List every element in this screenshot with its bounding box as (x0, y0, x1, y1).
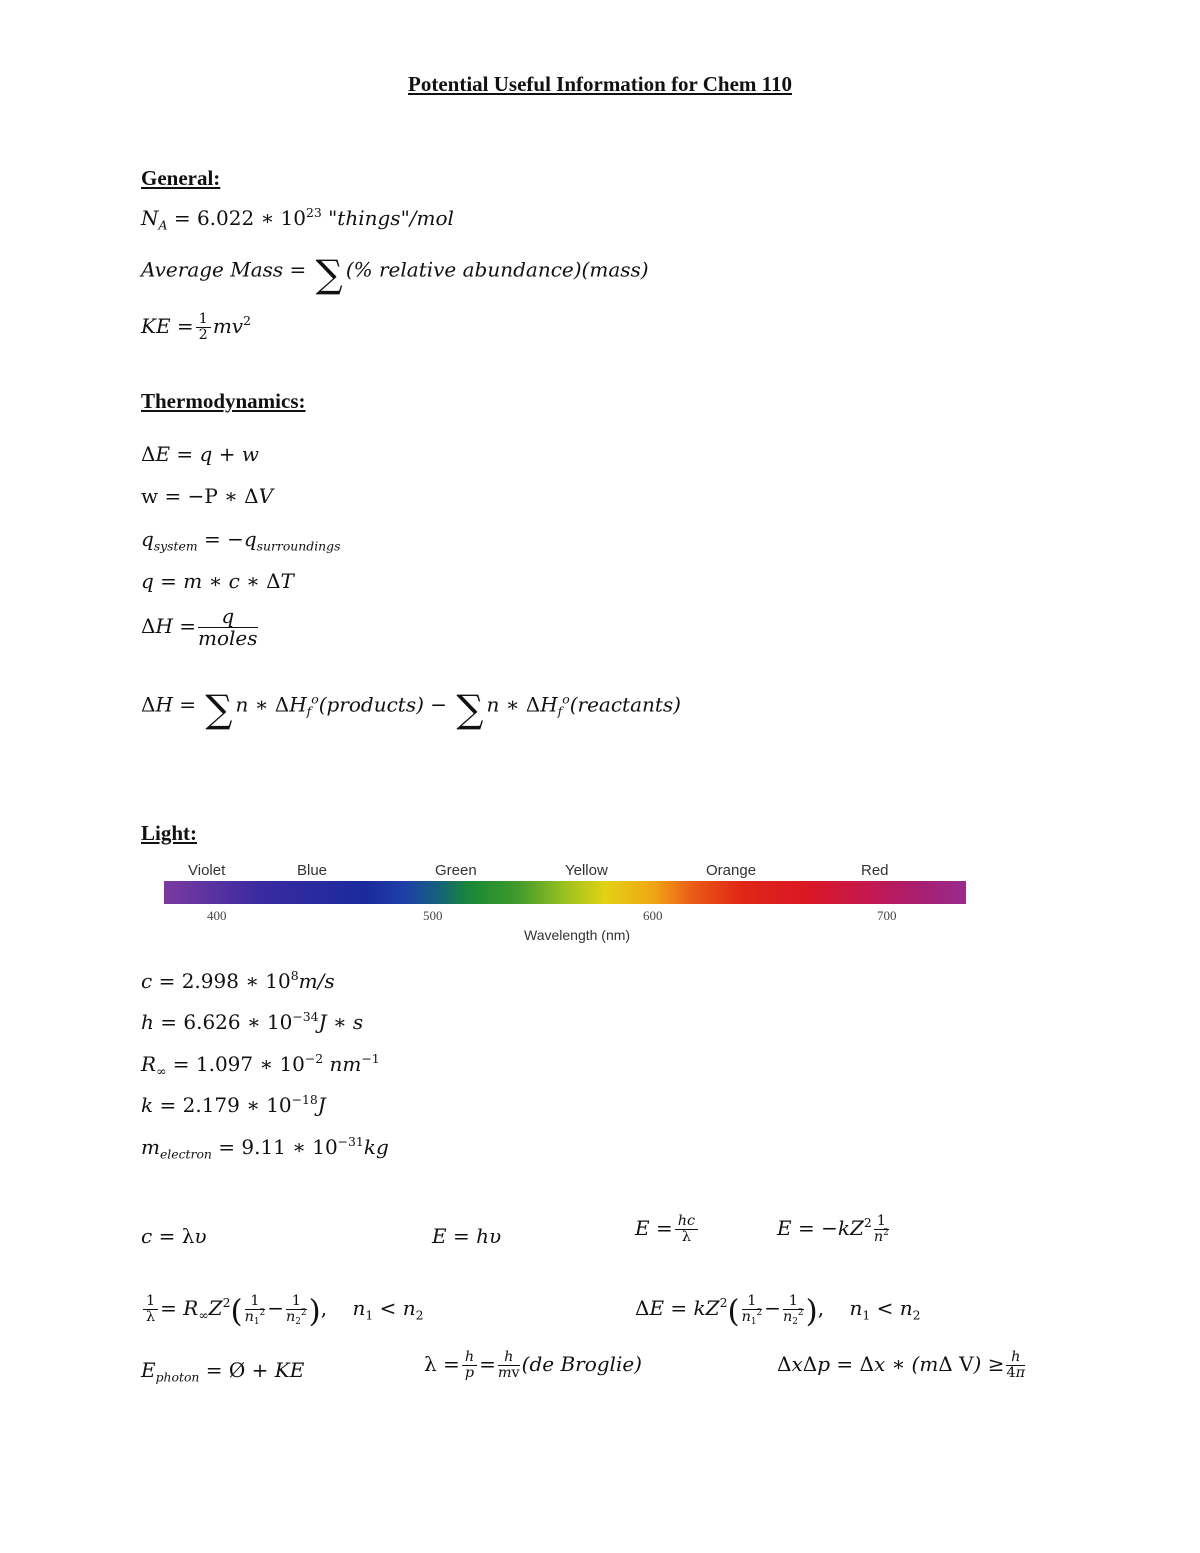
work-equation: w = −P ∗ ΔV (141, 484, 274, 508)
de-broglie-equation: λ = $\frac{h}{p}$ = $\frac{h}{mv}$ (de Broglie) (424, 1349, 642, 1382)
rydberg-constant: $R_\infty = 1.097$ ∗ $10^{-2}$ $nm^{-1}$ (141, 1050, 380, 1079)
wavelength-axis-label: Wavelength (nm) (524, 927, 631, 943)
spectrum-bar (164, 881, 966, 904)
heat-capacity-equation: q = m ∗ c ∗ ΔT (141, 569, 294, 593)
heat-conservation-equation: $q_{system} = -q_{surroundings}$ (141, 527, 341, 554)
tick-label-600: 600 (643, 908, 663, 923)
photoelectric-equation: $E_{photon}$ = Ø + KE (141, 1358, 305, 1385)
heading-thermodynamics: Thermodynamics: (141, 389, 306, 413)
bohr-energy-equation: $E = -kZ^2$ $\frac{1}{n^2}$ (777, 1213, 889, 1246)
electron-mass-constant: $m_{electron} = 9.11$ ∗ $10^{-31}kg$ (141, 1133, 389, 1162)
band-label-orange: Orange (706, 862, 757, 879)
enthalpy-per-mole-equation: ΔH = $\frac{q}{\text{moles}}$ (141, 604, 258, 650)
page-title: Potential Useful Information for Chem 110 (408, 72, 792, 96)
planck-constant: h = 6.626 ∗ $10^{-34}J$ ∗ s (141, 1008, 364, 1034)
tick-label-400: 400 (207, 908, 227, 923)
photon-energy-frequency-equation: E = hυ (432, 1224, 502, 1248)
band-label-blue: Blue (297, 862, 328, 879)
heading-general: General: (141, 166, 221, 190)
energy-transition-equation: $\Delta E = kZ^2$( $\frac{1}{n_1^2}$ − $\frac{1}{n_2^2}$ ), $n_1 < n_2$ (635, 1293, 921, 1330)
kinetic-energy-equation: KE = $\frac{1}{2}$ $mv^2$ (141, 311, 251, 344)
photon-energy-wavelength-equation: E = $\frac{hc}{\lambda}$ (635, 1214, 700, 1245)
speed-of-light-constant: c = 2.998 ∗ $10^8m/s$ (141, 967, 335, 993)
heading-light: Light: (141, 821, 198, 845)
band-label-violet: Violet (188, 862, 226, 879)
hess-law-equation: ΔH = ∑ n ∗ $\Delta H_f^o(products)$ − ∑ n ∗ $\Delta H_f^o(reactants)$ (141, 687, 681, 731)
band-label-red: Red (861, 862, 889, 879)
rydberg-equation: $\frac{1}{\lambda}$ = $R_\infty Z^2$( $\frac{1}{n_1^2}$ − $\frac{1}{n_2^2}$ ), $n_1 < n_2$ (141, 1294, 424, 1327)
tick-label-500: 500 (423, 908, 443, 923)
band-label-yellow: Yellow (565, 862, 608, 879)
average-mass-equation: Average Mass = ∑ (% relative abundance)(mass) (141, 252, 649, 296)
avogadro-equation: $N_A = 6.022$ ∗ $10^{23}$ "things"/mol (141, 204, 454, 233)
wave-speed-equation: c = λυ (141, 1224, 207, 1248)
internal-energy-equation: ΔE = q + w (141, 442, 259, 466)
tick-label-700: 700 (877, 908, 897, 923)
uncertainty-principle-equation: ΔxΔp = Δx ∗ (mΔ V) ≥ $\frac{h}{4\pi}$ (777, 1349, 1026, 1382)
band-label-green: Green (435, 862, 477, 879)
k-constant: k = 2.179 ∗ $10^{-18}J$ (141, 1091, 326, 1117)
